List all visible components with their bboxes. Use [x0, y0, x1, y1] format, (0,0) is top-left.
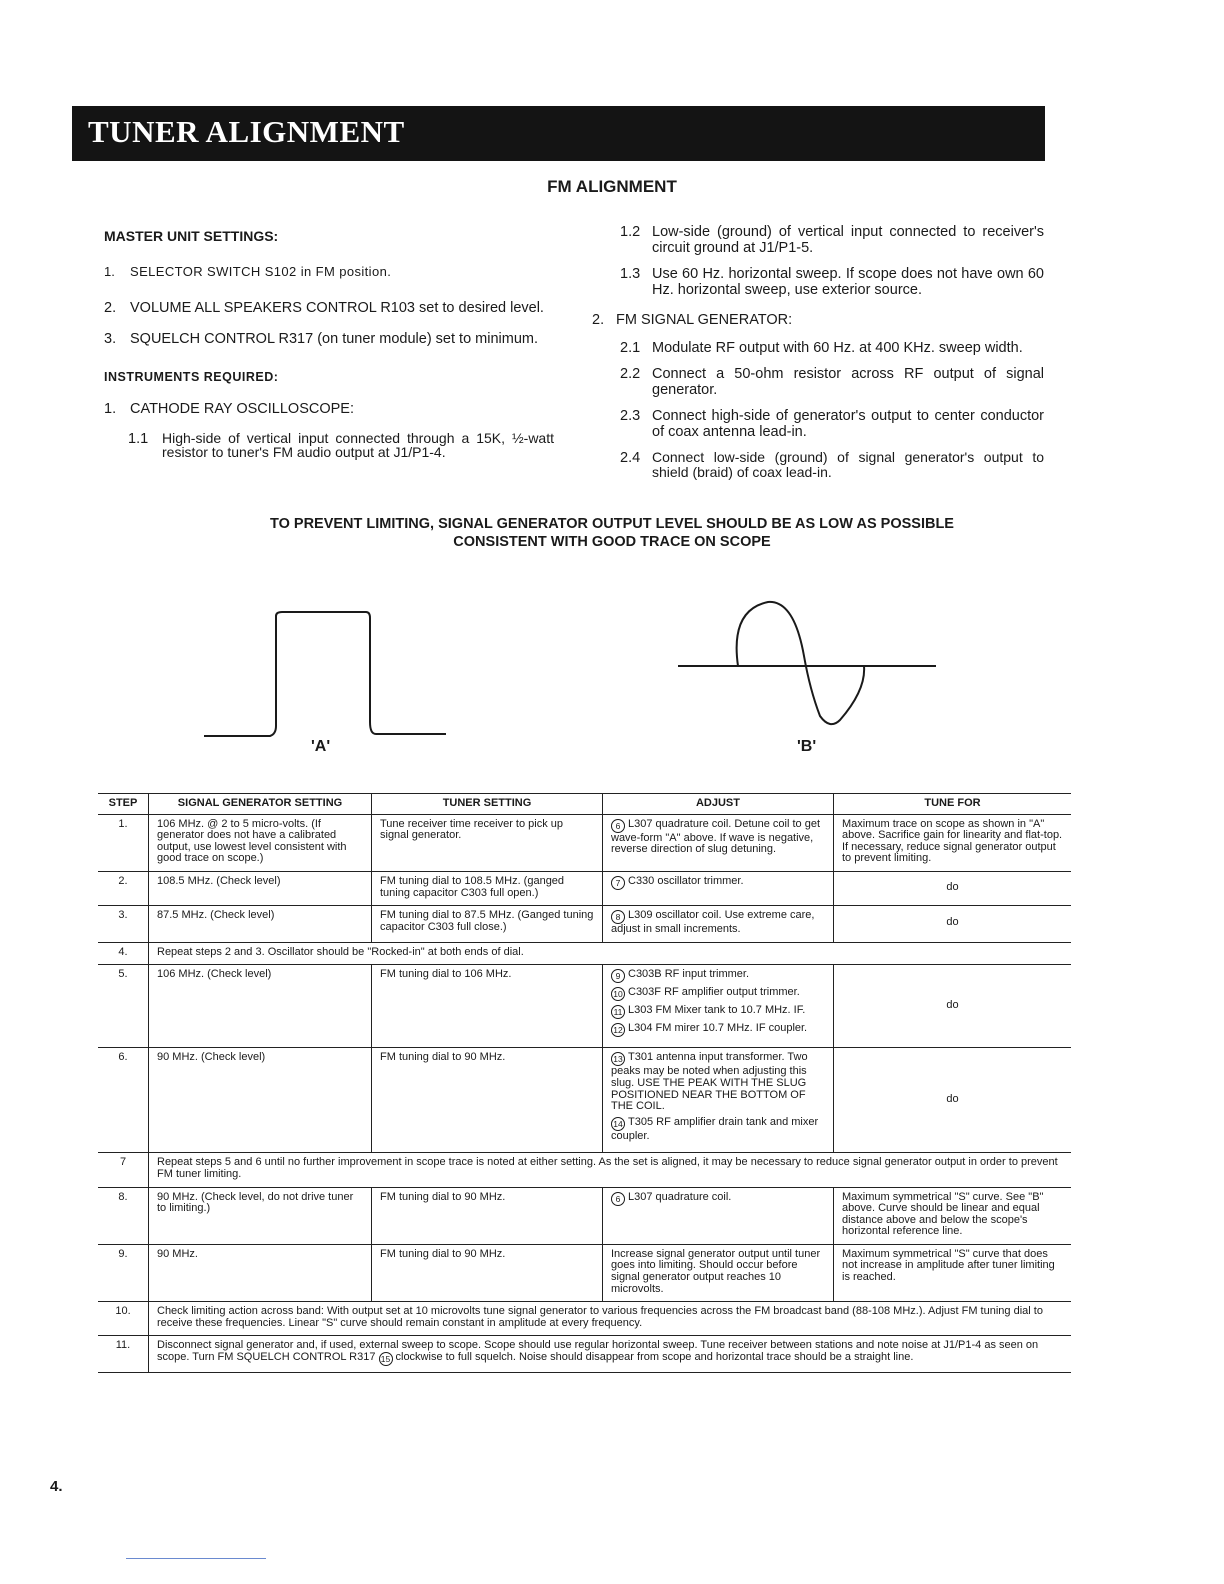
waveform-b-s-curve [737, 602, 865, 724]
tuner-setting: FM tuning dial to 90 MHz. [372, 1187, 603, 1244]
adjust-cell [603, 814, 834, 871]
callout-number: 6 [611, 1192, 625, 1206]
callout-number: 11 [611, 1005, 625, 1019]
col-header-adjust: ADJUST [603, 794, 834, 815]
table-row [98, 814, 1071, 871]
signal-setting: 90 MHz. (Check level) [149, 1048, 372, 1153]
left-column [104, 226, 554, 459]
right-column [592, 224, 1044, 480]
waveform-a-label: 'A' [311, 738, 331, 755]
adjust-item: 14 T305 RF amplifier drain tank and mixer coupler. [611, 1115, 819, 1142]
signal-setting: 87.5 MHz. (Check level) [149, 906, 372, 943]
master-item-2: 2. VOLUME ALL SPEAKERS CONTROL R103 set to desired level. [104, 300, 544, 316]
step-number: 8. [98, 1187, 149, 1244]
instrument-sub-2-4: 2.4 Connect low-side (ground) of signal generator's output to shield (braid) of coax lead-in. [620, 449, 1044, 480]
adjust-text: L309 oscillator coil. Use extreme care, adjust in small increments. [611, 909, 815, 936]
signal-setting: 106 MHz. (Check level) [149, 965, 372, 1048]
waveform-b-diagram [670, 590, 950, 740]
step-number: 6. [98, 1048, 149, 1153]
tune-for: do [834, 906, 1072, 943]
step-number: 4. [98, 942, 149, 965]
instrument-sub-1-1: 1.1 High-side of vertical input connected through a 15K, ½-watt resistor to tuner's FM audio output at J1/P1-4. [128, 430, 554, 460]
page-number: 4. [50, 1478, 63, 1495]
signal-setting: 106 MHz. @ 2 to 5 micro-volts. (If generator does not have a calibrated output, use lowest level consistent with good trace on scope.) [149, 814, 372, 871]
table-row-full [98, 1153, 1071, 1187]
step-number: 11. [98, 1336, 149, 1373]
master-item-1: 1. SELECTOR SWITCH S102 in FM position. [104, 264, 392, 279]
instrument-sub-2-1: 2.1 Modulate RF output with 60 Hz. at 400 KHz. sweep width. [620, 340, 1023, 356]
signal-setting: 90 MHz. [149, 1244, 372, 1301]
adjust-text: Increase signal generator output until tuner goes into limiting. Should occur before signal generator output reaches 10 microvolts. [603, 1244, 834, 1301]
step-instruction: Check limiting action across band: With output set at 10 microvolts tune signal generator to various frequencies across the FM broadcast band (88-108 MHz.). Adjust FM tuning dial to receive these frequencies. Linear "S" curve should remain constant in amplitude at every frequency. [149, 1302, 1072, 1336]
adjust-cell [603, 906, 834, 943]
callout-number: 12 [611, 1023, 625, 1037]
instrument-item-1: 1. CATHODE RAY OSCILLOSCOPE: [104, 401, 354, 417]
bottom-divider [126, 1558, 266, 1559]
table-row [98, 906, 1071, 943]
instrument-sub-2-2: 2.2 Connect a 50-ohm resistor across RF output of signal generator. [620, 366, 1044, 398]
waveform-b-label: 'B' [797, 738, 817, 755]
master-heading: MASTER UNIT SETTINGS: [104, 228, 279, 244]
callout-number: 6 [611, 819, 625, 833]
step-instruction: Repeat steps 2 and 3. Oscillator should be "Rocked-in" at both ends of dial. [149, 942, 1072, 965]
tuner-setting: FM tuning dial to 87.5 MHz. (Ganged tuning capacitor C303 full close.) [372, 906, 603, 943]
adjust-cell [603, 871, 834, 905]
adjust-cell [603, 1187, 834, 1244]
callout-number: 9 [611, 969, 625, 983]
adjust-cell [603, 965, 834, 1048]
tune-for: do [834, 1048, 1072, 1153]
callout-number: 13 [611, 1052, 625, 1066]
table-row [98, 1244, 1071, 1301]
col-header-signal: SIGNAL GENERATOR SETTING [149, 794, 372, 815]
tune-for: Maximum symmetrical "S" curve that does not increase in amplitude after tuner limiting is reached. [834, 1244, 1072, 1301]
adjust-cell [603, 1048, 834, 1153]
step-number: 1. [98, 814, 149, 871]
instruments-heading: INSTRUMENTS REQUIRED: [104, 370, 279, 384]
callout-number: 14 [611, 1117, 625, 1131]
tune-for: Maximum trace on scope as shown in "A" above. Sacrifice gain for linearity and flat-top. If necessary, reduce signal generator output to prevent limiting. [834, 814, 1072, 871]
tune-for: do [834, 965, 1072, 1048]
instrument-sub-2-3: 2.3 Connect high-side of generator's output to center conductor of coax antenna lead-in. [620, 408, 1044, 440]
adjust-item: 11 L303 FM Mixer tank to 10.7 MHz. IF. [611, 1005, 825, 1019]
warning-line-1: TO PREVENT LIMITING, SIGNAL GENERATOR OUTPUT LEVEL SHOULD BE AS LOW AS POSSIBLE [270, 516, 954, 532]
adjust-text: L307 quadrature coil. [628, 1190, 732, 1203]
callout-number: 8 [611, 910, 625, 924]
adjust-item: 12 L304 FM mirer 10.7 MHz. IF coupler. [611, 1023, 825, 1037]
instrument-item-2: 2. FM SIGNAL GENERATOR: [592, 312, 793, 328]
adjust-item: 10 C303F RF amplifier output trimmer. [611, 987, 825, 1001]
tune-for: Maximum symmetrical "S" curve. See "B" above. Curve should be linear and equal distance above and below the scope's horizontal reference line. [834, 1187, 1072, 1244]
table-row [98, 1187, 1071, 1244]
tuner-setting: FM tuning dial to 90 MHz. [372, 1048, 603, 1153]
adjust-item: 9 C303B RF input trimmer. [611, 969, 825, 983]
step-number: 5. [98, 965, 149, 1048]
step-number: 2. [98, 871, 149, 905]
adjust-text: C330 oscillator trimmer. [628, 874, 744, 887]
waveform-a-diagram [196, 600, 456, 740]
tuner-setting: FM tuning dial to 90 MHz. [372, 1244, 603, 1301]
header-banner [72, 106, 1045, 161]
adjust-text: L307 quadrature coil. Detune coil to get wave-form "A" above. If wave is negative, reverse direction of slug detuning. [611, 817, 821, 856]
col-header-tuner: TUNER SETTING [372, 794, 603, 815]
col-header-tune-for: TUNE FOR [834, 794, 1072, 815]
adjust-item: 13 T301 antenna input transformer. Two peaks may be noted when adjusting this slug. USE THE PEAK WITH THE SLUG POSITIONED NEAR THE BOTTOM OF THE COIL. [611, 1051, 808, 1113]
step-number: 9. [98, 1244, 149, 1301]
callout-number: 7 [611, 876, 625, 890]
callout-number: 10 [611, 987, 625, 1001]
table-row [98, 871, 1071, 905]
instrument-sub-1-3: 1.3 Use 60 Hz. horizontal sweep. If scope does not have own 60 Hz. horizontal sweep, use exterior source. [620, 266, 1044, 298]
callout-number: 15 [379, 1352, 393, 1366]
warning-line-2: CONSISTENT WITH GOOD TRACE ON SCOPE [453, 534, 771, 550]
table-row-full [98, 1336, 1071, 1373]
step-number: 10. [98, 1302, 149, 1336]
alignment-table [98, 793, 1071, 1373]
step-instruction: Repeat steps 5 and 6 until no further improvement in scope trace is noted at either setting. As the set is aligned, it may be necessary to reduce signal generator output in order to prevent FM tuner limiting. [149, 1153, 1072, 1187]
table-header-row [98, 794, 1071, 815]
table-row [98, 965, 1071, 1048]
table-row-full [98, 1302, 1071, 1336]
waveform-a-trace [204, 612, 446, 736]
col-header-step: STEP [98, 794, 149, 815]
limiting-warning [0, 515, 1224, 551]
signal-setting: 90 MHz. (Check level, do not drive tuner to limiting.) [149, 1187, 372, 1244]
section-title: FM ALIGNMENT [547, 177, 677, 196]
step-instruction: Disconnect signal generator and, if used, external sweep to scope. Scope should use regular horizontal sweep. Tune receiver between stations and note noise at J1/P1-4 as seen on scope. Turn FM SQUELCH CONTROL R317 15 clockwise to full squelch. Noise should disappear from scope and horizontal trace should be a straight line. [149, 1336, 1072, 1373]
tuner-setting: FM tuning dial to 106 MHz. [372, 965, 603, 1048]
signal-setting: 108.5 MHz. (Check level) [149, 871, 372, 905]
table-row-full [98, 942, 1071, 965]
master-item-3: 3. SQUELCH CONTROL R317 (on tuner module) set to minimum. [104, 331, 539, 347]
instrument-sub-1-2: 1.2 Low-side (ground) of vertical input connected to receiver's circuit ground at J1/P1-5. [620, 224, 1044, 256]
tune-for: do [834, 871, 1072, 905]
tuner-setting: Tune receiver time receiver to pick up signal generator. [372, 814, 603, 871]
table-row [98, 1048, 1071, 1153]
page-title: TUNER ALIGNMENT [88, 114, 405, 149]
step-number: 7 [98, 1153, 149, 1187]
step-number: 3. [98, 906, 149, 943]
tuner-setting: FM tuning dial to 108.5 MHz. (ganged tuning capacitor C303 full open.) [372, 871, 603, 905]
